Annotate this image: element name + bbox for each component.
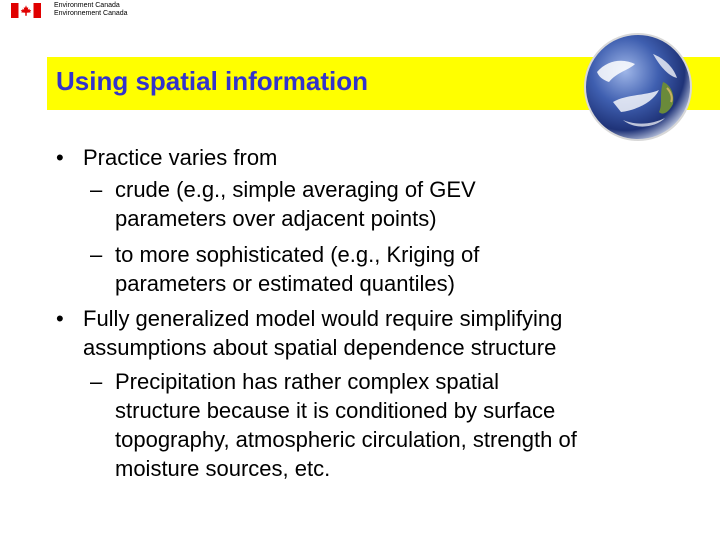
sub-bullet-marker: – — [90, 242, 103, 267]
sub-bullet-text: parameters or estimated quantiles) — [115, 271, 455, 296]
sub-bullet-text: parameters over adjacent points) — [115, 206, 437, 231]
bullet-text: Fully generalized model would require simplifying — [83, 306, 563, 331]
sub-bullet-marker: – — [90, 369, 103, 394]
sub-bullet-text: moisture sources, etc. — [115, 456, 331, 481]
slide-title: Using spatial information — [56, 66, 369, 96]
sub-bullet-text: topography, atmospheric circulation, strength of — [115, 427, 577, 452]
bullet-text: Practice varies from — [83, 145, 278, 170]
agency-name-french: Environnement Canada — [54, 10, 128, 17]
bullet-marker: • — [56, 145, 64, 170]
sub-bullet-text: structure because it is conditioned by surface — [115, 398, 556, 423]
sub-bullet-marker: – — [90, 177, 103, 202]
agency-name-english: Environment Canada — [54, 2, 120, 9]
sub-bullet-text: Precipitation has rather complex spatial — [115, 369, 499, 394]
sub-bullet-text: crude (e.g., simple averaging of GEV — [115, 177, 476, 202]
bullet-text: assumptions about spatial dependence structure — [83, 335, 557, 360]
bullet-marker: • — [56, 306, 64, 331]
sub-bullet-text: to more sophisticated (e.g., Kriging of — [115, 242, 480, 267]
